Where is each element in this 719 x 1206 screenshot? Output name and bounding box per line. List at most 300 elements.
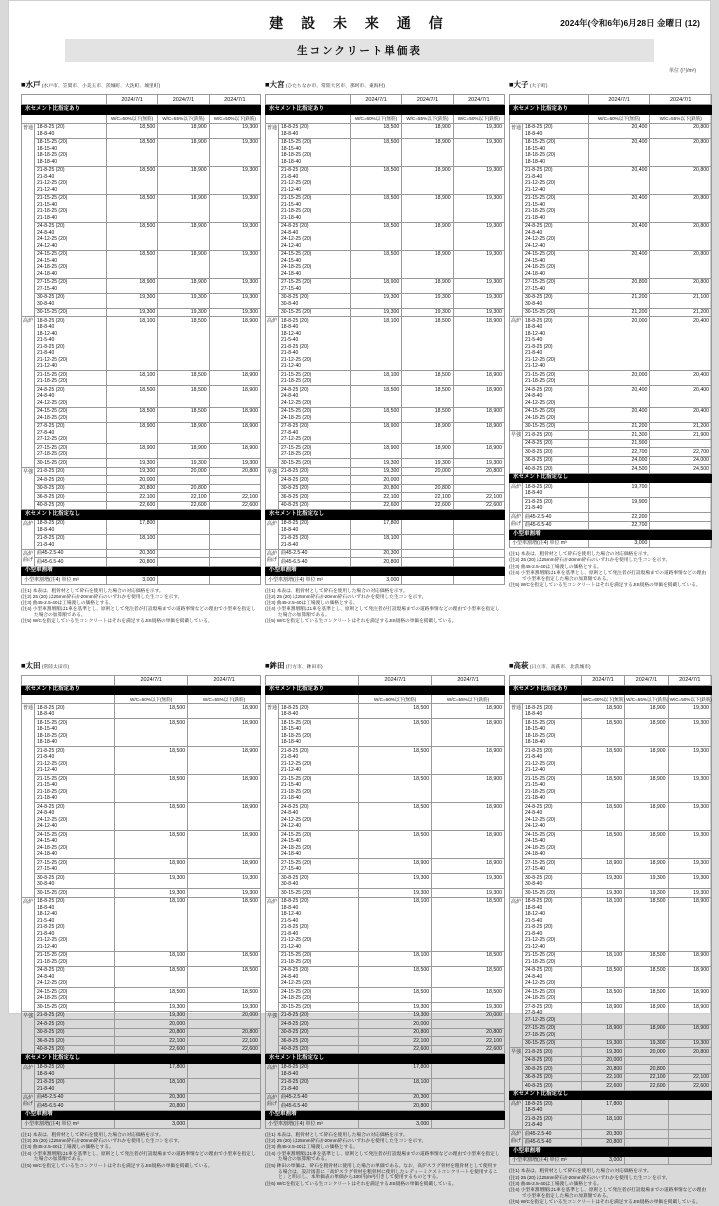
price-cell: 18,900 <box>402 422 453 444</box>
price-cell: 18,500 <box>359 747 432 775</box>
price-cell: 18,500 <box>350 123 401 138</box>
wc-header: W/C=50%以下(鉄筋) <box>453 114 504 123</box>
group-type-label: 高炉 <box>510 483 523 513</box>
wc-header: W/C=60%以下(無筋) <box>359 695 432 704</box>
spec-cell: 21-8-25 (20) 21-8-40 21-12-25 (20) 21-12-40 <box>279 166 351 194</box>
table-row <box>510 465 712 474</box>
price-cell: 18,900 <box>432 775 505 803</box>
spec-cell: 27-15-25 (20) 27-15-40 <box>523 278 589 293</box>
price-cell: 20,000 <box>106 476 157 485</box>
spec-cell: 曲45-6.5-40 <box>279 558 351 567</box>
spec-cell: 曲45-6.5-40 <box>523 1138 582 1147</box>
price-cell: 18,900 <box>106 422 157 444</box>
price-cell: 19,300 <box>453 166 504 194</box>
spec-cell: 21-8-25 (20) <box>523 431 589 440</box>
note-line: (注3) 曲45-2.5-40は工場渡しの価格とする。 <box>509 1180 602 1186</box>
table-row <box>266 859 505 874</box>
table-row <box>22 1063 261 1078</box>
price-cell: 17,800 <box>115 1063 188 1078</box>
price-cell: 19,300 <box>453 459 504 468</box>
price-cell: 19,300 <box>359 889 432 898</box>
table-row <box>266 558 505 567</box>
table-row <box>22 459 261 468</box>
table-row <box>510 1100 712 1115</box>
price-cell: 18,500 <box>359 831 432 859</box>
table-row <box>266 1003 505 1012</box>
table-row <box>22 951 261 966</box>
price-cell <box>209 519 260 534</box>
spec-cell: 18-8-25 (20) 18-8-40 <box>35 1063 115 1078</box>
group-type-label: 高炉曲げ <box>510 1130 523 1147</box>
price-cell: 20,800 <box>115 1028 188 1037</box>
spec-cell: 21-8-25 (20) 21-8-40 <box>279 534 351 549</box>
price-cell: 20,800 <box>115 1102 188 1111</box>
price-cell: 18,900 <box>158 422 209 444</box>
table-title <box>21 74 261 92</box>
table-row <box>510 1024 712 1039</box>
spec-cell: 曲45-6.5-40 <box>35 558 107 567</box>
price-cell: 18,900 <box>625 747 668 775</box>
table-row <box>22 576 261 585</box>
spec-cell: 24-8-25 (20) 24-8-40 24-12-25 (20) 24-12-40 <box>523 222 589 250</box>
table-row <box>266 467 505 476</box>
price-cell: 18,900 <box>453 444 504 459</box>
price-cell: 18,900 <box>350 422 401 444</box>
price-cell <box>625 1115 668 1130</box>
price-cell: 20,800 <box>359 1028 432 1037</box>
table-row <box>510 513 712 522</box>
group-type-label: 高炉 <box>510 1100 523 1130</box>
price-cell: 20,000 <box>402 467 453 476</box>
date-header: 2024/7/1 <box>188 675 261 685</box>
table-row <box>266 123 505 138</box>
price-cell: 21,300 <box>588 431 650 440</box>
price-cell: 20,800 <box>650 250 712 278</box>
table-row <box>22 1078 261 1093</box>
price-cell: 19,300 <box>625 1039 668 1048</box>
table-row <box>266 988 505 1003</box>
note-line: (注4) 小型車割増額は1車を基準とし、原則として発注者が打設現場までの道路事情などの理由で小型車を指定した場合の加算額である。 <box>509 1187 707 1198</box>
group-type-label: 高炉 <box>266 1063 279 1093</box>
price-cell: 18,500 <box>350 166 401 194</box>
price-cell: 20,800 <box>106 558 157 567</box>
price-cell: 22,100 <box>432 1037 505 1046</box>
price-cell: 18,100 <box>350 371 401 386</box>
price-cell: 22,100 <box>668 1073 711 1082</box>
table-row <box>266 966 505 988</box>
table-row <box>266 1093 505 1102</box>
region-areas: (ひたちなか市、常陸大宮市、那珂市、東海村) <box>284 84 385 89</box>
spec-cell: 30-8-25 (20) 30-8-40 <box>523 293 589 308</box>
spec-cell: 小型車割増(注4) 単位 m³ <box>22 1120 115 1129</box>
table-row <box>510 1156 712 1165</box>
table-row <box>22 278 261 293</box>
price-cell: 18,500 <box>188 951 261 966</box>
price-table-daigo <box>509 74 712 588</box>
price-cell <box>625 1156 668 1165</box>
price-cell: 18,900 <box>453 422 504 444</box>
spec-cell: 18-8-25 (20) 18-8-40 <box>523 483 589 498</box>
price-cell: 22,100 <box>350 493 401 502</box>
price-cell: 18,900 <box>402 166 453 194</box>
price-cell: 18,900 <box>158 123 209 138</box>
price-cell: 18,500 <box>581 966 624 988</box>
section-bar: 小型車割増 <box>510 1147 712 1157</box>
price-cell: 18,900 <box>209 444 260 459</box>
spec-cell: 曲45-2.5-40 <box>35 549 107 558</box>
spec-cell: 21-8-25 (20) <box>35 467 107 476</box>
price-cell: 19,300 <box>625 874 668 889</box>
price-cell: 18,500 <box>432 966 505 988</box>
price-cell: 20,000 <box>581 1056 624 1065</box>
section-bar: 水セメント比指定あり <box>22 105 261 115</box>
date-header: 2024/7/1 <box>115 675 188 685</box>
spec-cell: 18-8-25 (20) 18-8-40 <box>279 123 351 138</box>
price-cell: 3,000 <box>115 1120 188 1129</box>
spec-cell: 24-15-25 (20) 24-15-40 24-18-25 (20) 24-18-40 <box>523 831 582 859</box>
spec-cell: 24-8-25 (20) 24-8-40 24-12-25 (20) 24-12-40 <box>279 803 359 831</box>
spec-cell: 21-8-25 (20) 21-8-40 21-12-25 (20) 21-12-40 <box>35 747 115 775</box>
region-name: ■太田 <box>21 660 41 670</box>
price-cell: 19,300 <box>115 889 188 898</box>
newspaper-page <box>8 0 712 1205</box>
spec-cell: 18-8-25 (20) 18-8-40 18-12-40 21-5-40 21-8-25 (20) 21-8-40 21-12-25 (20) 21-12-40 <box>279 897 359 951</box>
table-row <box>510 138 712 166</box>
price-cell: 18,500 <box>115 747 188 775</box>
price-cell <box>402 519 453 534</box>
spec-cell: 21-15-25 (20) 21-15-40 21-18-25 (20) 21-18-40 <box>523 775 582 803</box>
table-row <box>266 250 505 278</box>
price-cell: 18,100 <box>359 951 432 966</box>
spec-cell: 36-8-25 (20) <box>279 1037 359 1046</box>
table-row <box>266 704 505 719</box>
table-row <box>22 371 261 386</box>
table-row <box>266 493 505 502</box>
section-bar: 水セメント比指定あり <box>266 105 505 115</box>
table-row <box>510 1056 712 1065</box>
table-row <box>22 519 261 534</box>
price-cell: 3,000 <box>359 1120 432 1129</box>
note-line: (注2) 25 (20) は25mm砕石か20mm砕石のいずれかを使用した生コンを示す。 <box>21 593 183 599</box>
note-line: (注1) 本表は、粗骨材として砕石を使用した場合の対応価格を示す。 <box>265 587 408 593</box>
price-cell: 24,500 <box>650 465 712 474</box>
price-cell: 18,900 <box>188 747 261 775</box>
group-type-label: 高炉 <box>266 519 279 549</box>
table-title <box>509 655 712 673</box>
price-cell <box>402 549 453 558</box>
price-cell: 19,300 <box>453 123 504 138</box>
price-cell: 21,900 <box>588 439 650 448</box>
spec-cell: 18-15-25 (20) 18-15-40 18-18-25 (20) 18-18-40 <box>35 138 107 166</box>
note-line: (注1) 本表は、粗骨材として砕石を使用した場合の対応価格を示す。 <box>265 1131 408 1137</box>
spec-cell: 30-8-25 (20) <box>35 1028 115 1037</box>
price-cell: 22,100 <box>402 493 453 502</box>
spec-cell: 小型車割増(注4) 単位 m³ <box>510 1156 582 1165</box>
price-cell <box>453 558 504 567</box>
spec-cell: 21-8-25 (20) <box>279 467 351 476</box>
price-cell: 18,500 <box>350 194 401 222</box>
region-areas: (水戸市、笠間市、小美玉市、茨城町、大洗町、城里町) <box>40 84 161 89</box>
price-cell: 18,900 <box>625 803 668 831</box>
spec-cell: 40-8-25 (20) <box>35 501 107 510</box>
price-cell: 18,900 <box>188 859 261 874</box>
spec-cell: 21-8-25 (20) 21-8-40 21-12-25 (20) 21-12-40 <box>523 747 582 775</box>
price-table <box>265 675 505 1129</box>
price-cell: 18,900 <box>432 831 505 859</box>
price-table <box>21 675 261 1129</box>
price-cell: 18,900 <box>625 1003 668 1025</box>
price-cell: 18,900 <box>453 386 504 408</box>
price-cell: 22,600 <box>350 501 401 510</box>
price-cell: 18,900 <box>158 250 209 278</box>
price-cell: 20,800 <box>650 278 712 293</box>
region-areas: (日立市、高萩市、北茨城市) <box>528 664 591 670</box>
spec-cell: 21-8-25 (20) 21-8-40 <box>35 534 107 549</box>
price-cell: 20,400 <box>588 166 650 194</box>
table-row <box>510 1130 712 1139</box>
date-header: 2024/7/1 <box>402 95 453 105</box>
table-row <box>22 874 261 889</box>
table-row <box>510 1039 712 1048</box>
section-bar: 水セメント比指定なし <box>510 1090 712 1100</box>
note-line: (注4) 小型車割増額は1車を基準とし、原則として発注者が打設現場までの道路事情などの理由で小型車を指定した場合の加算額である。 <box>21 1150 256 1162</box>
table-row <box>22 558 261 567</box>
price-cell: 19,300 <box>581 874 624 889</box>
region-name: ■鉾田 <box>265 660 285 670</box>
table-row <box>510 422 712 431</box>
price-cell: 18,900 <box>625 831 668 859</box>
price-cell: 18,500 <box>106 222 157 250</box>
spec-cell: 21-15-25 (20) 21-15-40 21-18-25 (20) 21-18-40 <box>35 194 107 222</box>
date-header: 2024/7/1 <box>453 95 504 105</box>
price-cell <box>188 1020 261 1029</box>
table-row <box>266 386 505 408</box>
spec-cell: 30-8-25 (20) 30-8-40 <box>523 874 582 889</box>
table-row <box>510 521 712 530</box>
price-cell: 22,700 <box>588 521 650 530</box>
price-cell: 18,100 <box>115 1078 188 1093</box>
wc-header: W/C=60%以下(無筋) <box>115 695 188 704</box>
price-cell <box>188 1093 261 1102</box>
price-cell <box>650 498 712 513</box>
table-notes <box>21 1132 261 1169</box>
table-row <box>266 476 505 485</box>
table-title <box>265 655 505 673</box>
table-row <box>22 250 261 278</box>
price-cell: 19,300 <box>581 1048 624 1057</box>
note-line: (注6) W/Cを指定している生コンクリートはそれを満足するJIS規格の単価を掲載している。 <box>265 1180 457 1186</box>
price-cell: 19,300 <box>209 123 260 138</box>
spec-cell: 30-15-25 (20) <box>35 459 107 468</box>
price-cell: 19,300 <box>668 1039 711 1048</box>
price-cell: 18,500 <box>359 704 432 719</box>
price-cell: 22,600 <box>668 1082 711 1091</box>
spec-cell: 曲45-2.5-40 <box>523 513 589 522</box>
price-cell <box>209 549 260 558</box>
spec-cell: 18-8-25 (20) 18-8-40 <box>35 123 107 138</box>
price-cell: 22,100 <box>106 493 157 502</box>
price-cell: 18,500 <box>402 317 453 371</box>
date-header: 2024/7/1 <box>209 95 260 105</box>
price-cell: 19,300 <box>350 308 401 317</box>
note-line: (注1) 本表は、粗骨材として砕石を使用した場合の対応価格を示す。 <box>21 587 164 593</box>
price-cell <box>432 1020 505 1029</box>
spec-cell: 30-15-25 (20) <box>523 308 589 317</box>
price-cell <box>402 558 453 567</box>
section-bar: 小型車割増 <box>22 566 261 576</box>
spec-cell: 24-15-25 (20) 24-15-40 24-18-25 (20) 24-18-40 <box>279 250 351 278</box>
table-notes <box>21 588 261 625</box>
price-cell: 18,900 <box>158 444 209 459</box>
price-cell <box>158 534 209 549</box>
price-cell: 20,800 <box>668 1048 711 1057</box>
table-row <box>22 897 261 951</box>
spec-cell: 小型車割増(注4) 単位 m³ <box>266 1120 359 1129</box>
price-cell: 19,300 <box>350 293 401 308</box>
table-row <box>22 138 261 166</box>
spec-cell: 18-8-25 (20) 18-8-40 18-12-40 21-5-40 21-8-25 (20) 21-8-40 21-12-25 (20) 21-12-40 <box>35 897 115 951</box>
spec-cell: 21-8-25 (20) <box>523 1048 582 1057</box>
price-cell: 19,300 <box>188 874 261 889</box>
price-cell: 18,900 <box>432 803 505 831</box>
price-cell: 19,300 <box>106 293 157 308</box>
tables-band-top <box>21 74 710 625</box>
table-row <box>22 831 261 859</box>
price-cell: 20,000 <box>188 1011 261 1020</box>
price-cell: 19,300 <box>668 874 711 889</box>
note-line: (注3) 曲45-2.5-40は工場渡しの価格とする。 <box>21 1144 114 1150</box>
price-cell: 19,300 <box>432 874 505 889</box>
spec-cell: 24-8-25 (20) 24-8-40 24-12-25 (20) <box>35 386 107 408</box>
price-cell: 18,500 <box>402 407 453 422</box>
price-cell <box>188 1102 261 1111</box>
table-row <box>22 775 261 803</box>
spec-cell: 21-15-25 (20) 21-15-40 21-18-25 (20) 21-18-40 <box>35 775 115 803</box>
table-row <box>22 317 261 371</box>
table-row <box>22 1045 261 1054</box>
table-row <box>22 988 261 1003</box>
spec-cell: 24-15-25 (20) 24-15-40 24-18-25 (20) 24-18-40 <box>279 831 359 859</box>
price-cell: 18,500 <box>106 407 157 422</box>
spec-cell: 30-15-25 (20) <box>523 422 589 431</box>
price-cell <box>188 1063 261 1078</box>
spec-cell: 18-8-25 (20) 18-8-40 18-12-40 21-5-40 21-8-25 (20) 21-8-40 21-12-25 (20) 21-12-40 <box>523 897 582 951</box>
price-cell: 19,300 <box>402 293 453 308</box>
price-cell: 20,800 <box>650 123 712 138</box>
table-row <box>266 293 505 308</box>
table-row <box>266 317 505 371</box>
price-cell: 18,900 <box>158 194 209 222</box>
price-cell: 22,100 <box>581 1073 624 1082</box>
price-cell: 19,300 <box>209 278 260 293</box>
price-cell: 21,200 <box>588 422 650 431</box>
section-bar: 水セメント比指定あり <box>22 685 261 695</box>
price-cell: 21,200 <box>650 422 712 431</box>
price-cell: 18,500 <box>402 371 453 386</box>
spec-cell: 18-8-25 (20) 18-8-40 <box>35 704 115 719</box>
table-row <box>22 1020 261 1029</box>
group-type-label: 普通 <box>22 123 35 317</box>
note-line: (注2) 25 (20) は25mm砕石か20mm砕石のいずれかを使用した生コンを示す。 <box>265 593 427 599</box>
price-cell: 19,300 <box>188 1003 261 1012</box>
price-cell: 19,300 <box>402 459 453 468</box>
table-row <box>22 386 261 408</box>
price-cell: 22,600 <box>402 501 453 510</box>
table-row <box>266 897 505 951</box>
spec-cell: 24-8-25 (20) <box>35 476 107 485</box>
table-row <box>266 459 505 468</box>
note-line: (注5) W/Cを指定している生コンクリートはそれを満足するJIS規格の単価を掲載している。 <box>509 1199 701 1205</box>
price-cell: 18,500 <box>359 803 432 831</box>
price-cell: 18,900 <box>209 422 260 444</box>
wc-header: W/C=55%以下(鉄筋) <box>188 695 261 704</box>
note-line: (注1) 本表は、粗骨材として砕石を使用した場合の対応価格を示す。 <box>509 551 652 556</box>
table-row <box>266 534 505 549</box>
table-row <box>22 467 261 476</box>
spec-cell: 27-8-25 (20) 27-8-40 27-12-25 (20) <box>523 1003 582 1025</box>
spec-cell: 21-15-25 (20) 21-15-40 21-18-25 (20) 21-18-40 <box>279 194 351 222</box>
table-row <box>266 407 505 422</box>
price-cell: 18,900 <box>625 719 668 747</box>
price-cell: 19,700 <box>588 483 650 498</box>
table-row <box>510 803 712 831</box>
price-cell: 22,200 <box>588 513 650 522</box>
spec-cell: 36-8-25 (20) <box>35 493 107 502</box>
group-type-label: 早強 <box>510 431 523 474</box>
price-cell: 19,300 <box>453 293 504 308</box>
spec-cell: 27-15-25 (20) 27-15-40 <box>279 278 351 293</box>
price-cell: 18,500 <box>432 951 505 966</box>
price-cell: 19,300 <box>209 459 260 468</box>
price-cell <box>668 1130 711 1139</box>
table-notes <box>509 1168 712 1205</box>
spec-cell: 曲45-6.5-40 <box>523 521 589 530</box>
table-row <box>266 1037 505 1046</box>
price-cell: 18,500 <box>581 803 624 831</box>
spec-cell: 36-8-25 (20) <box>523 1073 582 1082</box>
price-cell: 18,900 <box>188 831 261 859</box>
table-row <box>510 483 712 498</box>
price-cell: 22,100 <box>188 1037 261 1046</box>
price-cell <box>650 483 712 498</box>
table-row <box>22 1037 261 1046</box>
price-cell: 20,000 <box>350 476 401 485</box>
wc-header: W/C=60%以下(無筋) <box>582 696 625 702</box>
price-cell: 18,900 <box>453 371 504 386</box>
price-cell <box>432 1120 505 1129</box>
price-cell <box>650 539 712 548</box>
note-line: (注5) W/Cを指定している生コンクリートはそれを満足するJIS規格の単価を掲載している。 <box>21 618 213 624</box>
price-cell: 20,800 <box>350 558 401 567</box>
table-row <box>22 1028 261 1037</box>
price-cell: 18,900 <box>668 897 711 951</box>
table-row <box>22 501 261 510</box>
table-row <box>266 422 505 444</box>
price-cell: 20,000 <box>115 1020 188 1029</box>
spec-cell: 24-15-25 (20) 24-18-25 (20) <box>35 988 115 1003</box>
price-cell: 19,300 <box>106 308 157 317</box>
price-cell: 19,300 <box>581 1039 624 1048</box>
table-row <box>266 874 505 889</box>
price-cell <box>188 1120 261 1129</box>
price-cell: 18,900 <box>625 1024 668 1039</box>
section-bar: 水セメント比指定なし <box>22 1054 261 1064</box>
table-row <box>22 444 261 459</box>
group-type-label: 高炉曲げ <box>266 1093 279 1110</box>
price-cell: 21,200 <box>588 293 650 308</box>
note-line: (注3) 曲45-2.5-40は工場渡しの価格とする。 <box>265 600 358 606</box>
region-name: ■大子 <box>509 80 529 89</box>
